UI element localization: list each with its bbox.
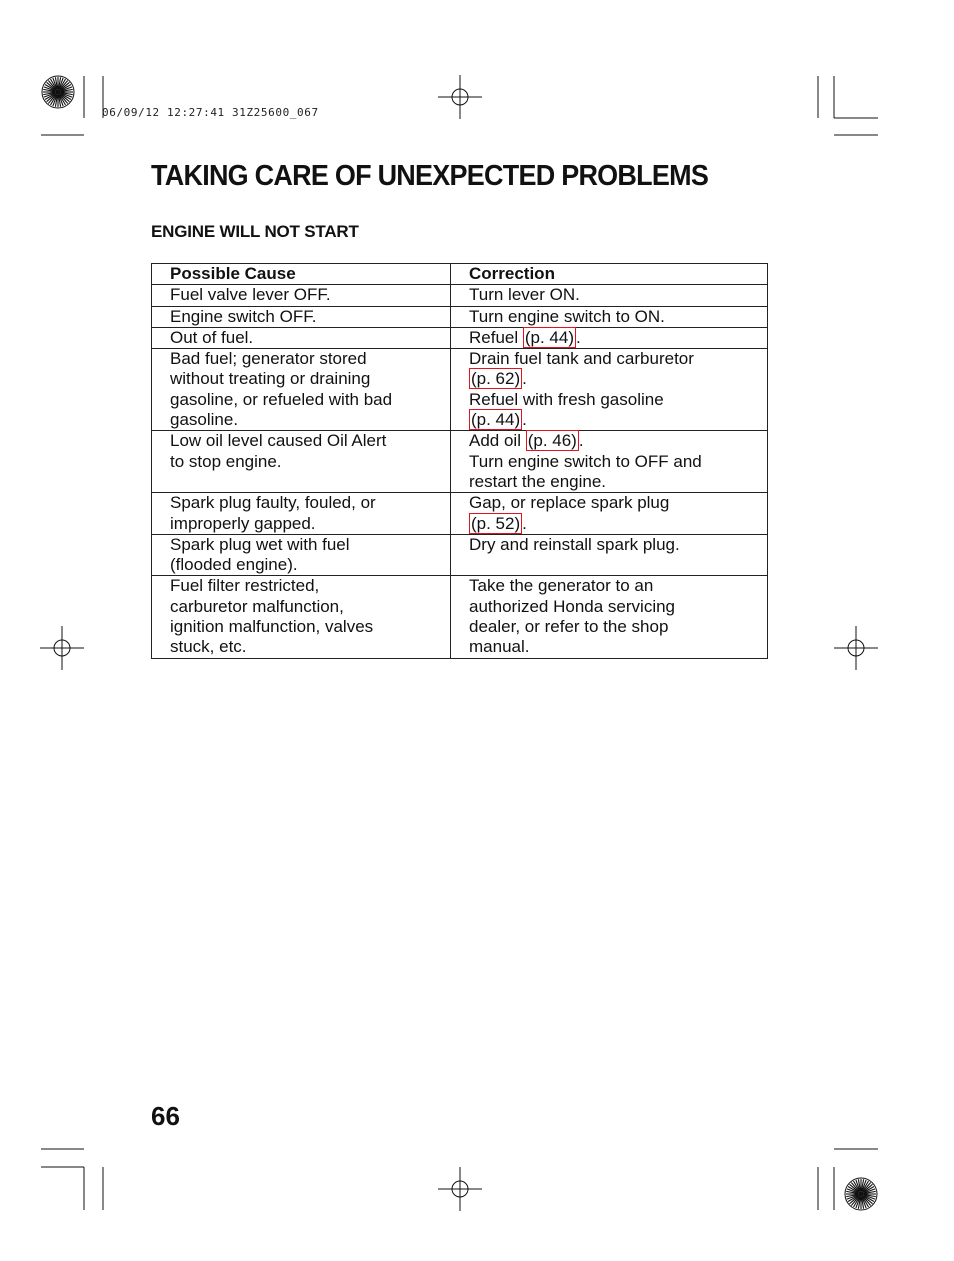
cause-cell (152, 327, 451, 348)
column-header-cause: Possible Cause (152, 264, 451, 285)
print-stamp: 06/09/12 12:27:41 31Z25600_067 (102, 106, 319, 119)
cause-cell (152, 306, 451, 327)
correction-line (469, 597, 759, 617)
troubleshooting-table (151, 263, 768, 659)
cause-text-line: to stop engine. (170, 451, 282, 471)
correction-text: authorized Honda servicing (469, 596, 676, 616)
cause-cell (152, 349, 451, 431)
correction-text: Add oil (469, 431, 526, 451)
correction-line (469, 390, 759, 410)
correction-line (469, 349, 759, 369)
cause-text-line: Fuel valve lever OFF. (170, 285, 331, 305)
correction-text: Drain fuel tank and carburetor (469, 349, 694, 369)
cause-text-line: gasoline, or refueled with bad (170, 389, 393, 409)
correction-cell (451, 534, 768, 576)
table-row (152, 534, 768, 576)
cause-text-line: ignition malfunction, valves (170, 617, 374, 637)
correction-cell (451, 349, 768, 431)
correction-punctuation: . (576, 327, 581, 347)
correction-line (469, 307, 759, 327)
cause-cell (152, 431, 451, 493)
cause-text-line: Low oil level caused Oil Alert (170, 431, 387, 451)
page-title: TAKING CARE OF UNEXPECTED PROBLEMS (151, 160, 709, 192)
correction-line (469, 535, 759, 555)
table-row (152, 349, 768, 431)
cause-text-line: gasoline. (170, 410, 239, 430)
table-row (152, 431, 768, 493)
page-reference-link[interactable]: (p. 62) (471, 369, 521, 389)
cause-text-line: Engine switch OFF. (170, 306, 317, 326)
correction-cell (451, 285, 768, 306)
table-row (152, 306, 768, 327)
correction-text: Refuel with fresh gasoline (469, 389, 664, 409)
cause-text-line: Fuel filter restricted, (170, 576, 320, 596)
correction-line (469, 493, 759, 513)
sunburst-mark-top-icon (40, 74, 76, 110)
correction-text: Turn engine switch to OFF and (469, 451, 702, 471)
registration-target-left-icon (37, 623, 87, 673)
registration-target-top-icon (435, 72, 485, 122)
cause-text-line: carburetor malfunction, (170, 596, 344, 616)
correction-line (469, 576, 759, 596)
correction-text: manual. (469, 637, 530, 657)
cause-text-line: stuck, etc. (170, 637, 247, 657)
correction-line (469, 285, 759, 305)
correction-punctuation: . (522, 513, 527, 533)
section-heading: ENGINE WILL NOT START (151, 222, 359, 241)
table-row (152, 576, 768, 658)
correction-line (469, 637, 759, 657)
cause-text-line: Spark plug faulty, fouled, or (170, 493, 376, 513)
correction-cell (451, 576, 768, 658)
registration-target-right-icon (831, 623, 881, 673)
page-reference-link[interactable]: (p. 44) (471, 410, 521, 430)
correction-text: restart the engine. (469, 471, 607, 491)
correction-cell (451, 493, 768, 535)
correction-text: Turn lever ON. (469, 285, 580, 305)
cause-text-line: improperly gapped. (170, 513, 316, 533)
cause-text-line: Spark plug wet with fuel (170, 534, 350, 554)
correction-line (469, 431, 759, 451)
correction-line (469, 410, 759, 430)
page-reference-link[interactable]: (p. 46) (527, 431, 577, 451)
correction-line (469, 328, 759, 348)
cause-text-line: Out of fuel. (170, 327, 254, 347)
cause-cell (152, 534, 451, 576)
table-row (152, 327, 768, 348)
cause-cell (152, 493, 451, 535)
correction-text: Refuel (469, 327, 523, 347)
correction-cell (451, 431, 768, 493)
table-row (152, 493, 768, 535)
page-reference-link[interactable]: (p. 52) (471, 513, 521, 533)
table-row (152, 285, 768, 306)
correction-cell (451, 327, 768, 348)
sunburst-mark-bottom-icon (843, 1176, 879, 1212)
correction-punctuation: . (522, 410, 527, 430)
correction-line (469, 452, 759, 472)
correction-cell (451, 306, 768, 327)
correction-text: dealer, or refer to the shop (469, 617, 669, 637)
cause-text-line: Bad fuel; generator stored (170, 349, 367, 369)
correction-text: Dry and reinstall spark plug. (469, 534, 680, 554)
table-header-row (152, 264, 768, 285)
cause-cell (152, 285, 451, 306)
cause-cell (152, 576, 451, 658)
correction-punctuation: . (578, 431, 584, 451)
correction-line (469, 369, 759, 389)
correction-line (469, 514, 759, 534)
correction-line (469, 472, 759, 492)
registration-target-bottom-icon (435, 1164, 485, 1214)
column-header-correction: Correction (451, 264, 768, 285)
table-body (152, 285, 768, 658)
correction-text: Take the generator to an (469, 576, 654, 596)
page-reference-link[interactable]: (p. 44) (524, 327, 575, 347)
correction-text: Gap, or replace spark plug (469, 493, 670, 513)
page-number: 66 (151, 1101, 180, 1131)
correction-line (469, 617, 759, 637)
cause-text-line: without treating or draining (170, 369, 371, 389)
cause-text-line: (flooded engine). (170, 555, 298, 575)
correction-text: Turn engine switch to ON. (469, 306, 665, 326)
correction-punctuation: . (522, 369, 527, 389)
